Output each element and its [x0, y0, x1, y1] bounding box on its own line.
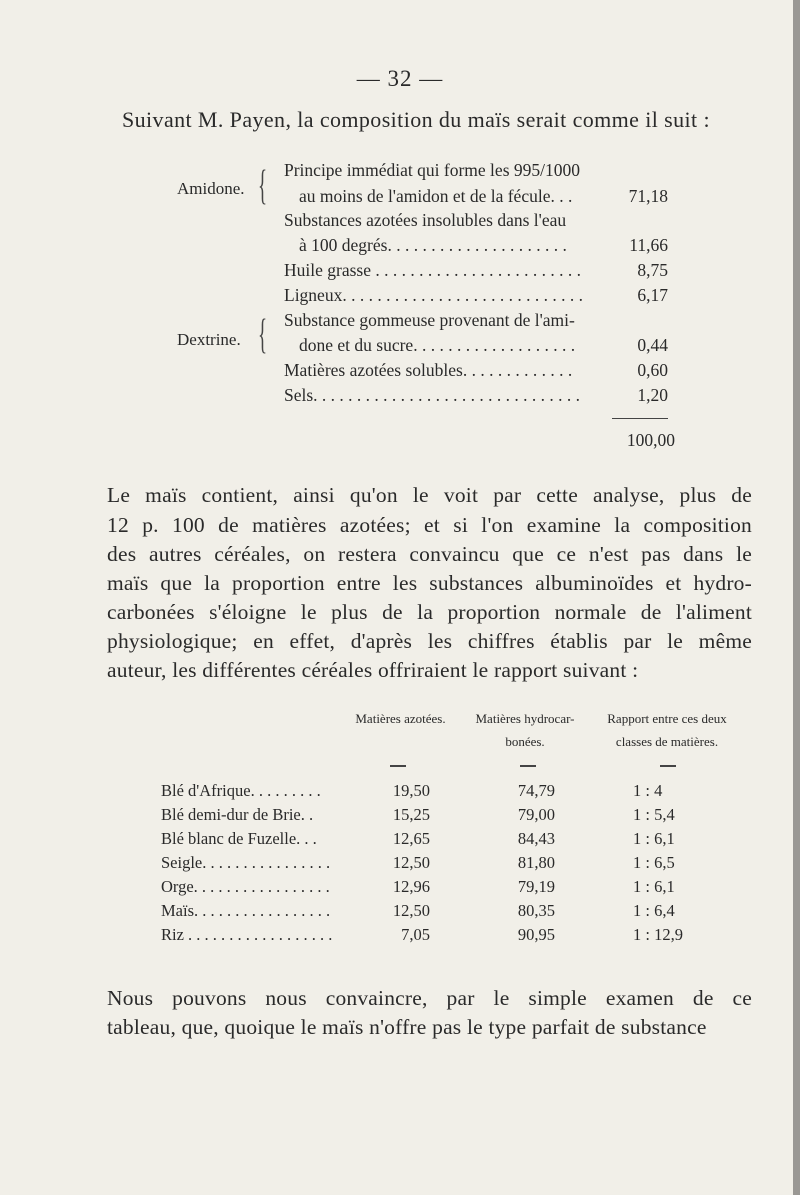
header-dash: [660, 765, 676, 767]
composition-row-3-line1: Huile grasse . . . . . . . . . . . . . . . . . . . . . . . .: [284, 260, 581, 280]
composition-row-1-line1: Principe immédiat qui forme les 995/1000: [284, 160, 580, 180]
composition-row-1-value: 71,18: [628, 186, 668, 206]
table-row-name: Maïs. . . . . . . . . . . . . . . . .: [161, 901, 331, 920]
table-cell-azotees: 7,05: [401, 925, 430, 944]
composition-row-2-line1: Substances azotées insolubles dans l'eau: [284, 210, 567, 230]
header-rapport-line2: classes de matières.: [615, 734, 719, 749]
table-row-name: Blé blanc de Fuzelle. . .: [161, 829, 317, 848]
table-cell-rapport: 1 : 5,4: [633, 805, 675, 824]
table-cell-hydro: 81,80: [517, 853, 555, 872]
paragraph-2-line: Nous pouvons nous convaincre, par le simple examen de ce: [107, 986, 752, 1010]
composition-row-2-value: 11,66: [629, 235, 668, 255]
paragraph-1-line: 12 p. 100 de matières azotées; et si l'on examine la composition: [107, 513, 752, 537]
table-cell-hydro: 80,35: [517, 901, 555, 920]
table-cell-rapport: 1 : 6,1: [633, 877, 675, 896]
paragraph-1-line: maïs que la proportion entre les substances albuminoïdes et hydro-: [107, 571, 752, 595]
table-row-name: Blé d'Afrique. . . . . . . . .: [161, 781, 321, 800]
amidone-brace: {: [258, 163, 268, 209]
header-dash: [520, 765, 536, 767]
table-row-name: Blé demi-dur de Brie. .: [161, 805, 314, 824]
paragraph-2-line: tableau, que, quoique le maïs n'offre pas le type parfait de substance: [107, 1015, 707, 1039]
header-dash: [390, 765, 406, 767]
header-matieres-azotees: Matières azotées.: [355, 711, 446, 726]
paragraph-1-line: Le maïs contient, ainsi qu'on le voit par cette analyse, plus de: [107, 483, 752, 507]
page-edge: [793, 0, 800, 1195]
composition-row-5-line1: Substance gommeuse provenant de l'ami-: [284, 310, 575, 330]
header-hydrocarbonees-line1: Matières hydrocar-: [475, 711, 575, 726]
composition-row-5-line2: done et du sucre. . . . . . . . . . . . . . . . . . .: [299, 335, 576, 355]
intro-sentence: Suivant M. Payen, la composition du maïs serait comme il suit :: [122, 107, 710, 132]
table-cell-azotees: 12,50: [392, 853, 430, 872]
table-row-name: Seigle. . . . . . . . . . . . . . . .: [161, 853, 331, 872]
page-number: — 32 —: [356, 66, 444, 91]
dextrine-label: Dextrine.: [177, 330, 241, 349]
composition-row-7-line1: Sels. . . . . . . . . . . . . . . . . . . . . . . . . . . . . . .: [284, 385, 581, 405]
table-row-name: Orge. . . . . . . . . . . . . . . . .: [161, 877, 330, 896]
total-rule: [612, 418, 668, 419]
amidone-label: Amidone.: [177, 179, 245, 198]
table-cell-hydro: 90,95: [517, 925, 555, 944]
paragraph-1-line: des autres céréales, on restera convaincu que ce n'est pas dans le: [107, 542, 752, 566]
composition-row-1-line2: au moins de l'amidon et de la fécule. . .: [299, 186, 573, 206]
table-cell-hydro: 84,43: [517, 829, 555, 848]
composition-row-6-line1: Matières azotées solubles. . . . . . . . . . . . .: [284, 360, 573, 380]
paragraph-1-line: carbonées s'éloigne le plus de la proportion normale de l'aliment: [107, 600, 752, 624]
composition-row-6-value: 0,60: [637, 360, 668, 380]
composition-row-3-value: 8,75: [637, 260, 668, 280]
composition-row-4-value: 6,17: [637, 285, 668, 305]
paragraph-1-line: auteur, les différentes céréales offriraient le rapport suivant :: [107, 658, 639, 682]
table-cell-rapport: 1 : 6,4: [633, 901, 675, 920]
table-cell-azotees: 15,25: [392, 805, 430, 824]
table-cell-azotees: 12,50: [392, 901, 430, 920]
composition-row-7-value: 1,20: [637, 385, 668, 405]
dextrine-brace: {: [258, 312, 268, 358]
table-cell-rapport: 1 : 4: [633, 781, 663, 800]
table-row-name: Riz . . . . . . . . . . . . . . . . . .: [161, 925, 333, 944]
header-hydrocarbonees-line2: bonées.: [505, 734, 545, 749]
table-cell-rapport: 1 : 6,1: [633, 829, 675, 848]
table-cell-hydro: 79,00: [517, 805, 555, 824]
table-cell-azotees: 12,96: [392, 877, 430, 896]
table-cell-azotees: 12,65: [392, 829, 430, 848]
table-cell-rapport: 1 : 6,5: [633, 853, 675, 872]
paragraph-1-line: physiologique; en effet, d'après les chiffres établis par le même: [107, 629, 752, 653]
composition-total: 100,00: [626, 430, 675, 450]
table-cell-azotees: 19,50: [392, 781, 430, 800]
table-cell-hydro: 79,19: [517, 877, 555, 896]
header-rapport-line1: Rapport entre ces deux: [607, 711, 727, 726]
composition-row-2-line2: à 100 degrés. . . . . . . . . . . . . . . . . . . . .: [299, 235, 567, 255]
table-cell-hydro: 74,79: [517, 781, 555, 800]
table-cell-rapport: 1 : 12,9: [633, 925, 683, 944]
composition-row-4-line1: Ligneux. . . . . . . . . . . . . . . . . . . . . . . . . . . .: [284, 285, 583, 305]
composition-row-5-value: 0,44: [637, 335, 668, 355]
